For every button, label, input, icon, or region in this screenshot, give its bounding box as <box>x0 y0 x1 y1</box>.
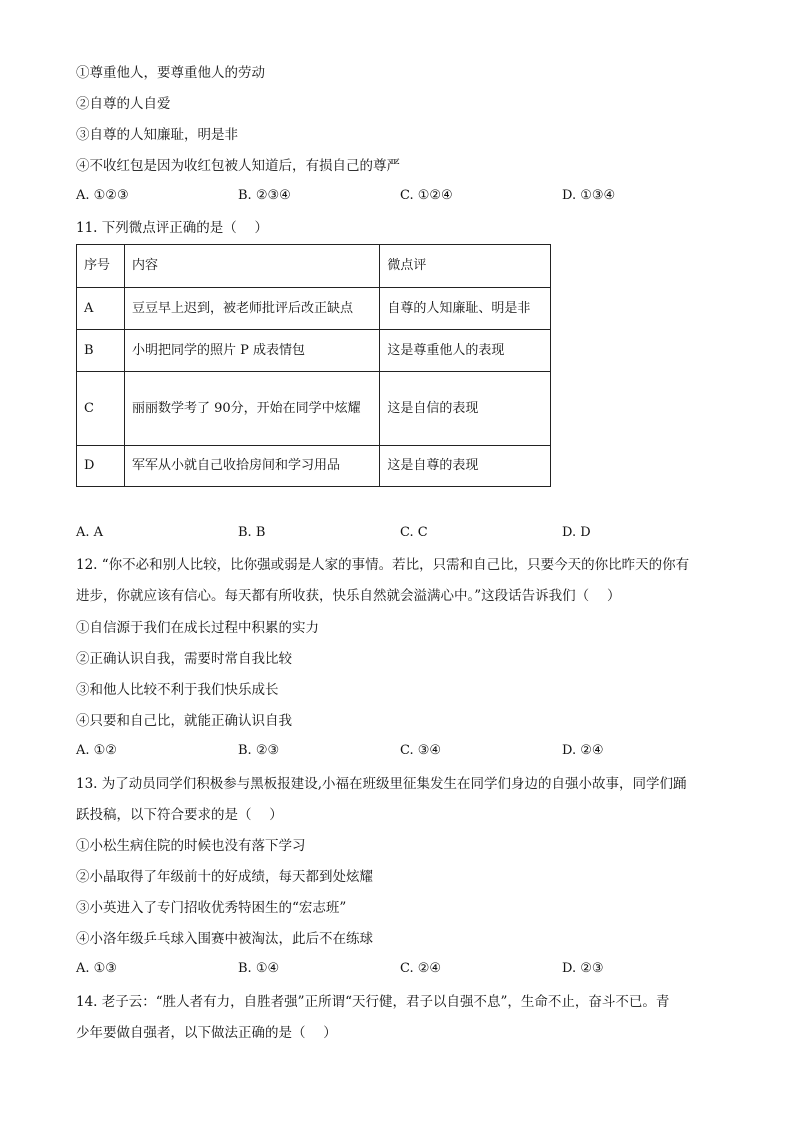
choice-d: D. ②④ <box>562 743 604 758</box>
choice-c: C. ①②④ <box>400 188 453 203</box>
q13-choices <box>76 961 716 979</box>
q13-option-3: ③小英进入了专门招收优秀特困生的“宏志班” <box>76 900 347 916</box>
choice-c: C. ②④ <box>400 961 442 976</box>
q10-option-2: ②自尊的人自爱 <box>76 96 171 112</box>
q13-option-2: ②小晶取得了年级前十的好成绩，每天都到处炫耀 <box>76 869 373 885</box>
q13-option-4: ④小洛年级乒乓球入围赛中被淘汰，此后不在练球 <box>76 931 373 947</box>
q12-option-3: ③和他人比较不利于我们快乐成长 <box>76 682 279 698</box>
q10-choices <box>76 188 716 206</box>
header-cell: 微点评 <box>380 245 551 288</box>
q12-option-1: ①自信源于我们在成长过程中积累的实力 <box>76 620 319 636</box>
table-cell: 豆豆早上迟到，被老师批评后改正缺点 <box>124 288 379 330</box>
q12-stem-line-1: 12. “你不必和别人比较，比你强或弱是人家的事情。若比，只需和自己比，只要今天的你比昨天的你有 <box>76 557 690 573</box>
choice-b: B. ②③ <box>238 743 280 758</box>
q14-stem-line-1: 14. 老子云：“胜人者有力，自胜者强”正所谓“天行健，君子以自强不息”，生命不止，奋斗不已。青 <box>76 994 670 1010</box>
table-cell: 小明把同学的照片 P 成表情包 <box>124 330 379 372</box>
q12-choices <box>76 743 716 761</box>
table-cell: C <box>77 372 125 446</box>
choice-a: A. ①② <box>76 743 117 758</box>
choice-b: B. B <box>238 525 266 540</box>
table-cell: 这是自尊的表现 <box>380 446 551 487</box>
choice-d: D. ②③ <box>562 961 604 976</box>
choice-a: A. ①③ <box>76 961 117 976</box>
q14-stem-line-2: 少年要做自强者，以下做法正确的是（ ） <box>76 1025 337 1041</box>
choice-d: D. D <box>562 525 591 540</box>
table-cell: 自尊的人知廉耻、明是非 <box>380 288 551 330</box>
q13-option-1: ①小松生病住院的时候也没有落下学习 <box>76 838 306 854</box>
table-cell: D <box>77 446 125 487</box>
q10-option-1: ①尊重他人，要尊重他人的劳动 <box>76 65 265 81</box>
q12-stem-line-2: 进步，你就应该有信心。每天都有所收获，快乐自然就会溢满心中。”这段话告诉我们（ ） <box>76 588 621 604</box>
table-row <box>77 372 551 446</box>
table-row <box>77 288 551 330</box>
q10-option-4: ④不收红包是因为收红包被人知道后，有损自己的尊严 <box>76 158 400 174</box>
table-cell: B <box>77 330 125 372</box>
choice-a: A. A <box>76 525 104 540</box>
table-row <box>77 330 551 372</box>
table-cell: 丽丽数学考了 90分，开始在同学中炫耀 <box>124 372 379 446</box>
choice-c: C. C <box>400 525 428 540</box>
choice-d: D. ①③④ <box>562 188 616 203</box>
q12-option-2: ②正确认识自我，需要时常自我比较 <box>76 651 292 667</box>
table-cell: 军军从小就自己收拾房间和学习用品 <box>124 446 379 487</box>
table-cell: A <box>77 288 125 330</box>
q13-stem-line-1: 13. 为了动员同学们积极参与黑板报建设,小福在班级里征集发生在同学们身边的自强小故事，同学们踊 <box>76 776 687 792</box>
table-cell: 这是自信的表现 <box>380 372 551 446</box>
q11-choices <box>76 525 716 543</box>
q11-stem: 11. 下列微点评正确的是（ ） <box>76 220 269 236</box>
table-row <box>77 446 551 487</box>
choice-c: C. ③④ <box>400 743 442 758</box>
q12-option-4: ④只要和自己比，就能正确认识自我 <box>76 713 292 729</box>
header-cell: 内容 <box>124 245 379 288</box>
q11-table <box>76 244 551 487</box>
header-cell: 序号 <box>77 245 125 288</box>
choice-b: B. ①④ <box>238 961 280 976</box>
choice-a: A. ①②③ <box>76 188 129 203</box>
table-cell: 这是尊重他人的表现 <box>380 330 551 372</box>
q13-stem-line-2: 跃投稿，以下符合要求的是（ ） <box>76 807 283 823</box>
table-header-row <box>77 245 551 288</box>
choice-b: B. ②③④ <box>238 188 291 203</box>
q10-option-3: ③自尊的人知廉耻，明是非 <box>76 127 238 143</box>
